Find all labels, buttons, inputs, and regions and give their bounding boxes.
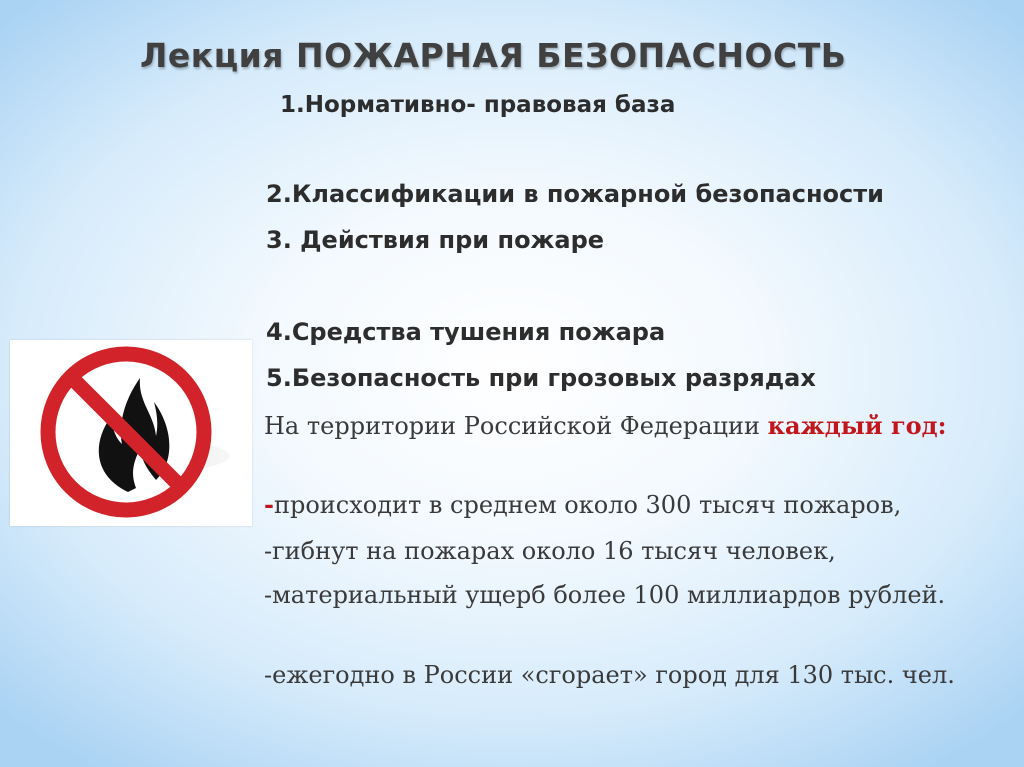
no-fire-sign — [10, 340, 252, 526]
lecture-item-5: 5.Безопасность при грозовых разрядах — [266, 364, 816, 392]
fact-4: -ежегодно в России «сгорает» город для 130 тыс. чел. — [264, 661, 955, 689]
intro-highlight: каждый год: — [767, 411, 947, 440]
lecture-item-3: 3. Действия при пожаре — [266, 226, 605, 254]
lecture-item-2: 2.Классификации в пожарной безопасности — [266, 180, 884, 208]
fact-3: -материальный ущерб более 100 миллиардов рублей. — [264, 581, 946, 609]
intro-plain: На территории Российской Федерации — [264, 412, 768, 440]
fact-1-text: происходит в среднем около 300 тысяч пожаров, — [273, 491, 902, 519]
fact-2: -гибнут на пожарах около 16 тысяч человек, — [264, 537, 836, 565]
slide-title: Лекция ПОЖАРНАЯ БЕЗОПАСНОСТЬ — [140, 36, 847, 75]
lecture-item-1: 1.Нормативно- правовая база — [280, 92, 676, 118]
no-fire-icon — [10, 340, 252, 526]
fact-1-dash: - — [264, 490, 274, 519]
fact-1 — [264, 489, 1016, 521]
lecture-item-4: 4.Средства тушения пожара — [266, 318, 666, 346]
intro-text — [264, 410, 1016, 442]
